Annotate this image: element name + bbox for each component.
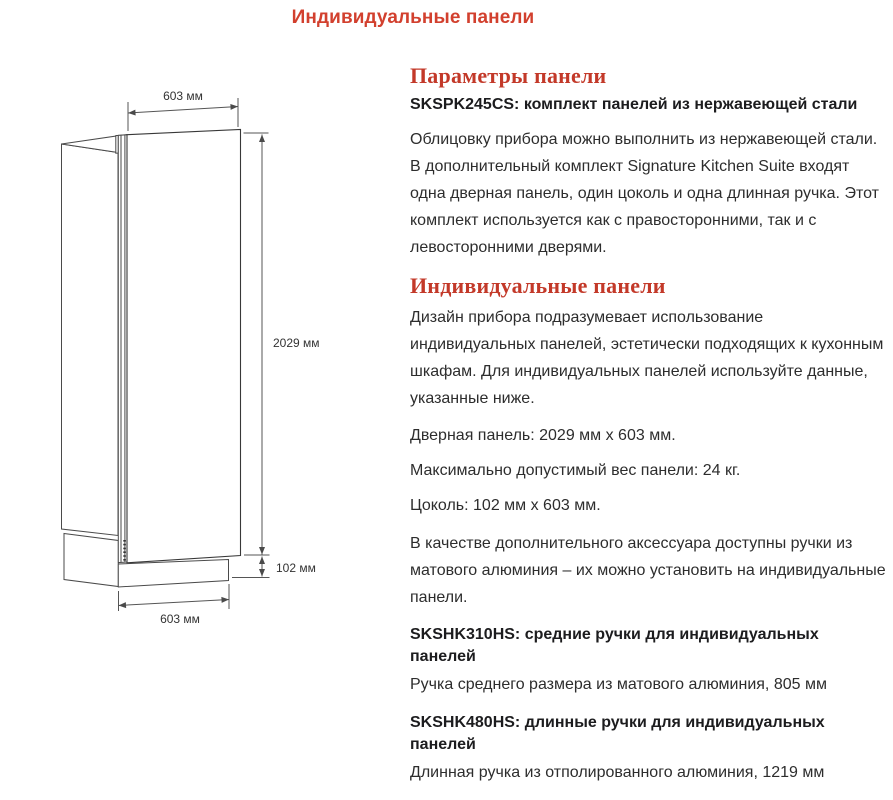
spec-handles-note: В качестве дополнительного аксессуара доступны ручки из матового алюминия – их можно установить на индивидуальные панели.	[410, 535, 886, 606]
custom-panels-paragraph: Дизайн прибора подразумевает использование индивидуальных панелей, эстетически подходящих к кухонным шкафам. Для индивидуальных панелей используйте данные, указанные ниже.	[410, 309, 884, 407]
plinth-front-face	[118, 560, 228, 588]
side-panel-face	[62, 144, 119, 536]
panel-dimension-diagram	[0, 0, 400, 738]
dim-line-top-width	[128, 107, 238, 114]
plinth-side-face	[64, 534, 118, 587]
handle-long-code-title: SKSHK480HS: длинные ручки для индивидуальных панелей	[410, 714, 825, 753]
door-panel-face	[127, 130, 241, 563]
dim-line-bottom-width	[119, 600, 230, 606]
section-heading-custom-panels: Индивидуальные панели	[410, 273, 666, 298]
kit-code-title: SKSPK245CS: комплект панелей из нержавеющей стали	[410, 96, 858, 113]
handle-medium-description: Ручка среднего размера из матового алюминия, 805 мм	[410, 676, 827, 693]
panel-params-paragraph: Облицовку прибора можно выполнить из нержавеющей стали. В дополнительный комплект Signature Kitchen Suite входят одна дверная панель, один цоколь и одна длинная ручка. Этот комплект используется как с правосторонними, так и с левосторонними дверями.	[410, 131, 879, 256]
dim-label-top-width: 603 мм	[163, 89, 203, 103]
page-title: Индивидуальные панели	[291, 7, 535, 28]
dim-label-bottom-width: 603 мм	[160, 612, 200, 626]
dim-label-plinth-height: 102 мм	[276, 561, 316, 575]
spec-plinth: Цоколь: 102 мм x 603 мм.	[410, 497, 601, 514]
spec-max-weight: Максимально допустимый вес панели: 24 кг.	[410, 462, 741, 479]
appliance-drawing	[62, 130, 241, 588]
content-column	[410, 64, 886, 800]
hinge-strip	[118, 135, 127, 563]
dim-label-height: 2029 мм	[273, 336, 320, 350]
spec-door-panel: Дверная панель: 2029 мм x 603 мм.	[410, 427, 676, 444]
section-heading-panel-params: Параметры панели	[410, 63, 607, 88]
handle-medium-code-title: SKSHK310HS: средние ручки для индивидуальных панелей	[410, 626, 819, 665]
handle-long-description: Длинная ручка из отполированного алюминия, 1219 мм	[410, 764, 825, 781]
